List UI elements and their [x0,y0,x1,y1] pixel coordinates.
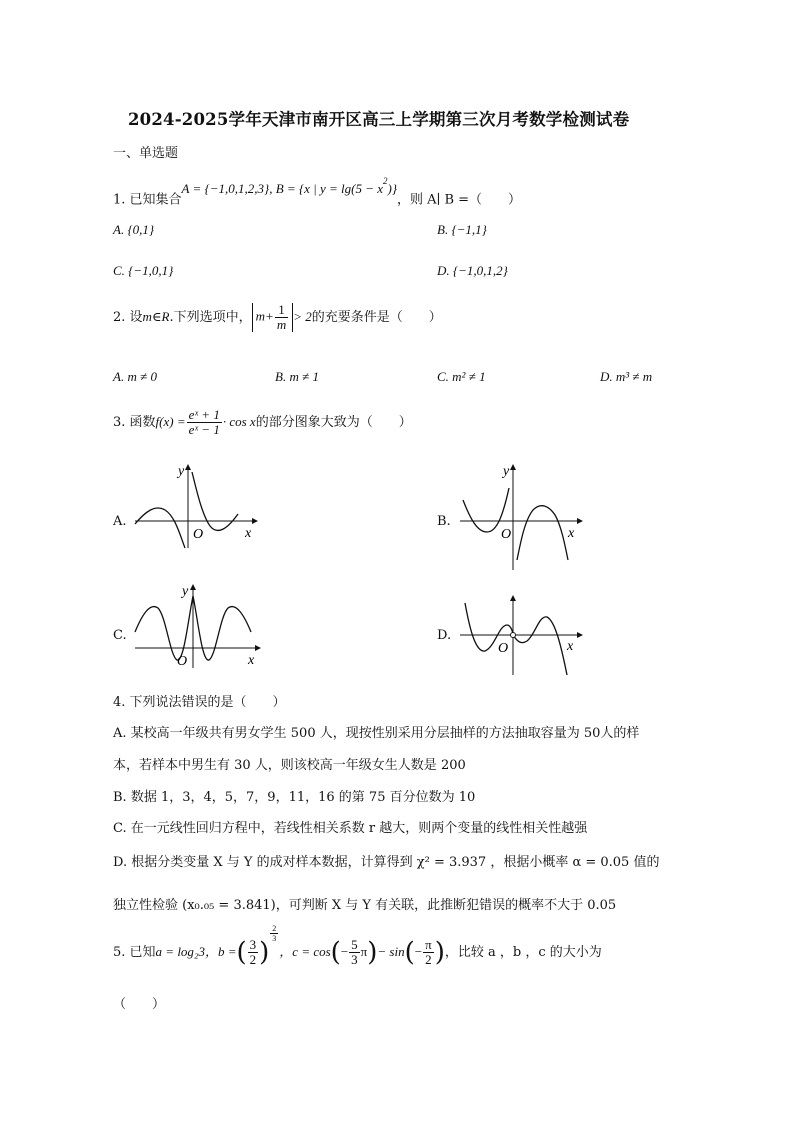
q1-option-a: A. {0,1} [113,222,155,237]
graph-d-x-arrow [577,632,583,638]
q2-mid: .下列选项中， [169,310,252,325]
graph-a-origin: O [193,527,204,542]
q2-frac-den: m [276,317,287,332]
section-heading: 一、单选题 [113,146,179,161]
q2-abs-expression [252,303,294,332]
q3-num: eˣ + 1 [188,407,220,422]
question-1 [113,176,522,209]
q5-c-close-paren: ) [367,937,378,968]
graph-a-curve-left [135,508,185,548]
q5-s-num: π [425,937,432,952]
q3-suffix: 的部分图象大致为（ ） [255,415,412,430]
graph-b-origin: O [501,527,512,542]
q5-s-den: 2 [425,952,432,967]
q2-option-a: A. m ≠ 0 [113,369,157,384]
q4-option-d-line2: 独立性检验 (x₀.₀₅ = 3.841)，可判断 X 与 Y 有关联，此推断犯错误的概率不大于 0.05 [113,898,617,913]
q2-option-c: C. m² ≠ 1 [437,369,486,384]
graph-a-x-arrow [252,518,258,524]
q5-s-fraction [423,938,434,967]
q5-c-pi: π [360,944,368,959]
q2-option-d: D. m³ ≠ m [600,369,653,384]
graph-d-x-label: x [567,639,574,654]
question-5: 5. 已知a = log₂3，b =( $\frac{3}{2}$ ) $\frac{2}{3}$ ，c = cos(− $\frac{5}{3}$ π)− sin(− $\frac{\pi}{2}$ )，比较 a ，b ，c 的大小为 [113,924,602,968]
question-2 [113,303,442,332]
q5-suffix: ，比较 a ，b ，c 的大小为 [444,945,602,960]
question-3 [113,408,412,437]
q5-c-open-paren: ( [330,937,341,968]
graph-c-origin: O [177,654,188,669]
page-title: 2024-2025学年天津市南开区高三上学期第三次月考数学检测试卷 [128,110,630,129]
graph-c-x-arrow [255,645,261,651]
q2-cond: m∈R [142,309,170,324]
q1-option-d: D. {−1,0,1,2} [437,263,508,278]
graph-b [455,460,585,575]
graph-b-x-label: x [568,526,575,541]
question-4: 4. 下列说法错误的是（ ） [113,695,286,710]
q5-b-fraction [248,938,259,967]
q5-b-exp-den: 3 [272,934,277,943]
q3-option-d-label: D. [437,628,452,643]
q5-c-den: 3 [351,952,358,967]
graph-d-y-arrow [510,595,516,601]
graph-a-y-label: y [178,464,185,479]
q3-fx: f(x) = [155,414,186,429]
q1-set-b-sup: 2 [383,176,388,186]
graph-d [455,595,585,680]
q2-fraction [275,303,288,332]
graph-c-x-label: x [248,653,255,668]
graph-d-curve [465,603,567,675]
q1-set-a: A = {−1,0,1,2,3} [181,181,270,197]
q4-option-b: B. 数据 1，3，4，5，7，9，11，16 的第 75 百分位数为 10 [113,790,476,805]
q5-s-close-paren: ) [434,937,445,968]
graph-a [130,460,260,550]
q5-a-def: a = log₂3 [155,944,205,959]
q5-s-open-paren: ( [404,937,415,968]
graph-a-x-label: x [245,526,252,541]
graph-b-y-arrow [510,464,516,470]
graph-a-y-arrow [185,464,191,470]
q5-b-close-paren: ) [259,937,270,968]
q3-prefix: 3. 函数 [113,415,156,430]
graph-d-open-point [511,633,516,638]
q1-set-b-left: , B = {x | y = lg(5 − x [269,181,383,197]
q2-abs-m: m+ [255,308,274,324]
q3-option-c-label: C. [113,628,127,643]
q2-suffix: 的充要条件是（ ） [311,310,442,325]
q5-c-fraction [349,938,360,967]
graph-b-x-arrow [577,518,583,524]
q5-prefix: 5. 已知 [113,945,156,960]
graph-b-y-label: y [503,464,510,479]
graph-d-origin: O [498,641,509,656]
q3-option-b-label: B. [437,514,451,529]
q5-sin-part: − sin [377,944,405,959]
q2-frac-num: 1 [275,303,288,318]
graph-c-y-arrow [190,584,196,590]
q3-fraction [187,408,222,437]
q1-prefix: 1. 已知集合 [113,192,182,208]
graph-b-curve-left [463,488,509,532]
q4-option-c: C. 在一元线性回归方程中，若线性相关系数 r 越大，则两个变量的线性相关性越强 [113,821,588,836]
graph-c [130,580,265,670]
q5-c-num: 5 [351,937,358,952]
q4-option-a-line1: A. 某校高一年级共有男女学生 500 人，现按性别采用分层抽样的方法抽取容量为 50人的样 [113,726,640,741]
q5-b-den: 2 [249,952,257,967]
q3-den: eˣ − 1 [188,422,220,437]
q5-b-exponent [270,924,278,943]
q2-gt: > 2 [293,309,312,324]
q5-c-pre: ，c = cos [279,944,331,959]
q5-b-pre: ，b = [204,944,237,959]
q5-b-num: 3 [249,937,257,952]
q1-option-b: B. {−1,1} [437,222,487,237]
q2-prefix: 2. 设 [113,310,143,325]
graph-a-curve-right [192,472,238,530]
q3-option-a-label: A. [113,514,127,529]
q1-suffix: ，则 A∣ B =（ ） [397,192,522,208]
q5-b-open-paren: ( [236,937,247,968]
q2-option-b: B. m ≠ 1 [275,369,319,384]
q4-option-a-line2: 本，若样本中男生有 30 人，则该校高一年级女生人数是 200 [113,758,466,773]
q3-tail: · cos x [222,414,256,429]
graph-b-curve-right [517,506,568,560]
graph-c-y-label: y [182,584,189,599]
q5-b-exp-num: 2 [272,924,277,933]
q1-option-c: C. {−1,0,1} [113,263,174,278]
q1-set-b-right: )} [387,181,398,197]
q4-option-d-line1: D. 根据分类变量 X 与 Y 的成对样本数据，计算得到 χ² = 3.937 ，根据小概率 α = 0.05 值的 [113,855,660,870]
q5-answer-paren: （ ） [113,997,166,1012]
